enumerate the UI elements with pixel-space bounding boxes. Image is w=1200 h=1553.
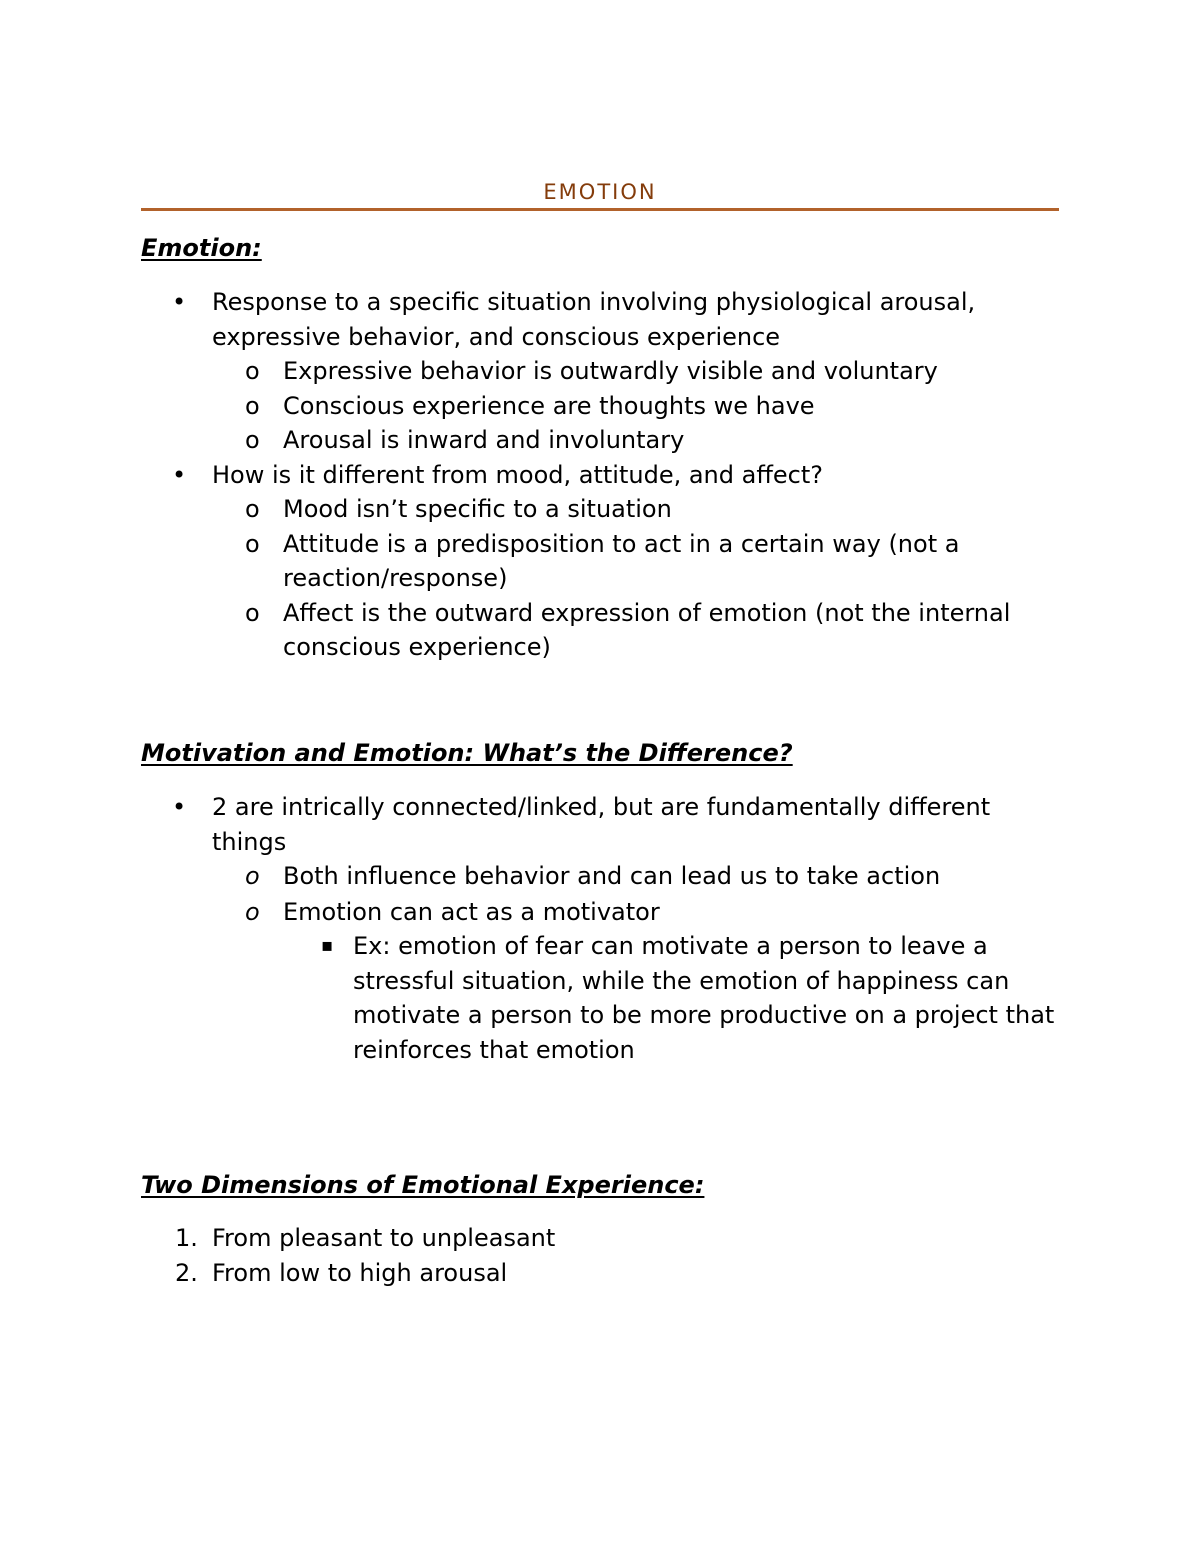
bullet-marker: • (172, 793, 187, 821)
list-item-text: Emotion can act as a motivator (283, 897, 660, 926)
list-item (141, 895, 1059, 930)
dimensions-list (141, 1221, 1059, 1290)
list-item-text: Mood isn’t specific to a situation (283, 495, 672, 523)
list-item-text: Expressive behavior is outwardly visible and voluntary (283, 357, 938, 385)
list-item-text: Conscious experience are thoughts we have (283, 391, 815, 420)
section-heading-emotion: Emotion: (141, 234, 262, 262)
section-heading-dimensions: Two Dimensions of Emotional Experience: (141, 1171, 705, 1199)
bullet-marker: ▪ (321, 935, 334, 956)
list-item-text: From low to high arousal (212, 1258, 508, 1287)
bullet-marker: o (245, 426, 260, 454)
list-item-text: From pleasant to unpleasant (212, 1224, 556, 1252)
motivation-list (141, 790, 1059, 1067)
bullet-marker: o (245, 495, 260, 523)
bullet-marker: • (172, 288, 187, 316)
list-item-text: Affect is the outward expression of emotion (not the internal conscious experience) (283, 598, 1011, 661)
list-item-text: Response to a specific situation involving physiological arousal, expressive behavior, and conscious experience (212, 288, 976, 351)
bullet-marker: o (245, 897, 260, 926)
list-item (141, 458, 1059, 493)
number-marker: 1. (175, 1224, 198, 1252)
list-item (141, 596, 1059, 665)
list-item (141, 389, 1059, 424)
list-item-text: Attitude is a predisposition to act in a certain way (not a reaction/response) (283, 529, 960, 592)
list-item (141, 790, 1059, 859)
title-rule (141, 208, 1059, 211)
bullet-marker: o (245, 529, 260, 558)
list-item (141, 492, 1059, 527)
list-item (141, 1221, 1059, 1256)
bullet-marker: o (245, 598, 260, 627)
section-heading-motivation: Motivation and Emotion: What’s the Difference? (141, 739, 793, 767)
list-item-text: Ex: emotion of fear can motivate a person to leave a stressful situation, while the emotion of happiness can motivate a person to be more productive on a project that reinforces that emotion (353, 932, 1055, 1064)
bullet-marker: • (172, 460, 187, 489)
list-item-text: How is it different from mood, attitude, and affect? (212, 460, 823, 489)
bullet-marker: o (245, 391, 260, 420)
list-item (141, 354, 1059, 389)
emotion-list (141, 285, 1059, 665)
list-item-text: Both influence behavior and can lead us to take action (283, 862, 941, 890)
list-item (141, 1256, 1059, 1291)
document-title: EMOTION (543, 180, 657, 204)
list-item (141, 929, 1059, 1067)
bullet-marker: o (245, 357, 260, 385)
list-item-text: Arousal is inward and involuntary (283, 426, 685, 454)
list-item (141, 423, 1059, 458)
list-item (141, 285, 1059, 354)
list-item (141, 527, 1059, 596)
bullet-marker: o (245, 862, 260, 890)
list-item-text: 2 are intrically connected/linked, but are fundamentally different things (212, 793, 991, 856)
number-marker: 2. (175, 1258, 198, 1287)
list-item (141, 859, 1059, 894)
